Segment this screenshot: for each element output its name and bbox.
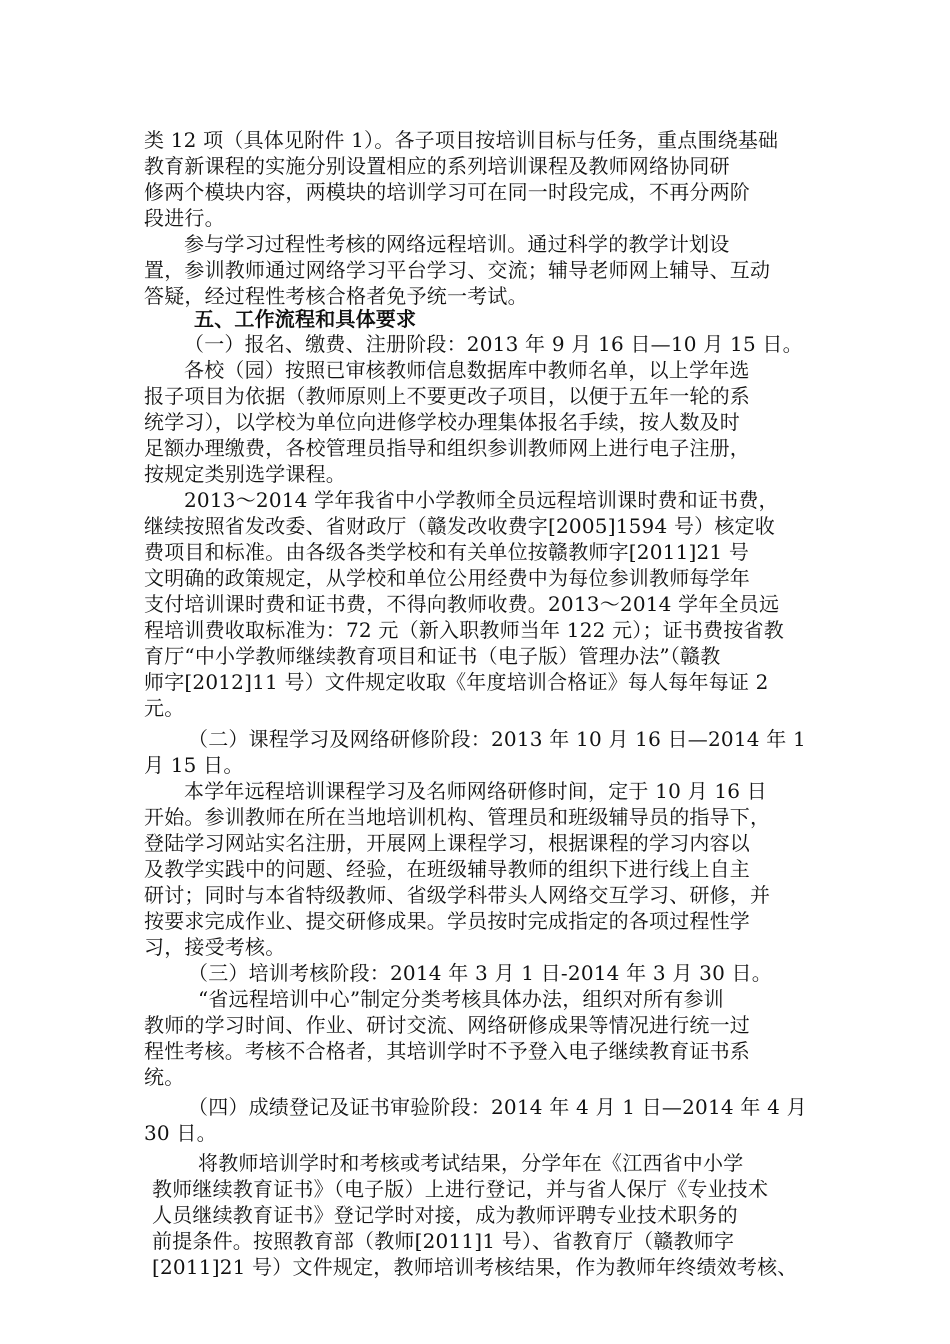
text-line: （四）成绩登记及证书审验阶段：2014 年 4 月 1 日—2014 年 4 月 — [188, 1095, 807, 1119]
text-line: 研讨；同时与本省特级教师、省级学科带头人网络交互学习、研修，并 — [144, 883, 771, 907]
text-line: 教师的学习时间、作业、研讨交流、网络研修成果等情况进行统一过 — [144, 1013, 750, 1037]
text-line: 修两个模块内容，两模块的培训学习可在同一时段完成，不再分两阶 — [144, 180, 750, 204]
text-line: 30 日。 — [144, 1121, 217, 1145]
text-line: 及教学实践中的问题、经验，在班级辅导教师的组织下进行线上自主 — [144, 857, 750, 881]
text-line: 继续按照省发改委、省财政厅（赣发改收费字[2005]1594 号）核定收 — [144, 514, 775, 538]
text-line: 统学习），以学校为单位向进修学校办理集体报名手续，按人数及时 — [144, 410, 740, 434]
text-line: “省远程培训中心”制定分类考核具体办法，组织对所有参训 — [198, 987, 724, 1011]
text-line: 程性考核。考核不合格者，其培训学时不予登入电子继续教育证书系 — [144, 1039, 750, 1063]
text-line: 类 12 项（具体见附件 1）。各子项目按培训目标与任务，重点围绕基础 — [144, 128, 779, 152]
text-line: 2013～2014 学年我省中小学教师全员远程培训课时费和证书费， — [184, 488, 779, 512]
text-line: 报子项目为依据（教师原则上不要更改子项目，以便于五年一轮的系 — [144, 384, 750, 408]
text-line: [2011]21 号）文件规定，教师培训考核结果，作为教师年终绩效考核、 — [152, 1255, 798, 1279]
text-line: 习，接受考核。 — [144, 935, 286, 959]
text-line: （三）培训考核阶段：2014 年 3 月 1 日-2014 年 3 月 30 日。 — [188, 961, 772, 985]
text-line: 程培训费收取标准为：72 元（新入职教师当年 122 元）；证书费按省教 — [144, 618, 784, 642]
text-line: （二）课程学习及网络研修阶段：2013 年 10 月 16 日—2014 年 1 — [188, 727, 806, 751]
text-line: 登陆学习网站实名注册，开展网上课程学习，根据课程的学习内容以 — [144, 831, 750, 855]
text-line: 教师继续教育证书》（电子版）上进行登记，并与省人保厅《专业技术 — [152, 1177, 769, 1201]
section-heading: 五、工作流程和具体要求 — [194, 307, 417, 331]
text-line: 元。 — [144, 696, 185, 720]
text-line: 本学年远程培训课程学习及名师网络研修时间，定于 10 月 16 日 — [184, 779, 767, 803]
text-line: （一）报名、缴费、注册阶段：2013 年 9 月 16 日—10 月 15 日。 — [184, 332, 803, 356]
text-line: 师字[2012]11 号）文件规定收取《年度培训合格证》每人每年每证 2 — [144, 670, 769, 694]
text-line: 足额办理缴费，各校管理员指导和组织参训教师网上进行电子注册， — [144, 436, 750, 460]
text-line: 文明确的政策规定，从学校和单位公用经费中为每位参训教师每学年 — [144, 566, 750, 590]
text-line: 参与学习过程性考核的网络远程培训。通过科学的教学计划设 — [184, 232, 730, 256]
text-line: 育厅“中小学教师继续教育项目和证书（电子版）管理办法”（赣教 — [144, 644, 721, 668]
text-line: 支付培训课时费和证书费，不得向教师收费。2013～2014 学年全员远 — [144, 592, 780, 616]
text-line: 各校（园）按照已审核教师信息数据库中教师名单，以上学年选 — [184, 358, 750, 382]
text-line: 置，参训教师通过网络学习平台学习、交流；辅导老师网上辅导、互动 — [144, 258, 771, 282]
text-line: 费项目和标准。由各级各类学校和有关单位按赣教师字[2011]21 号 — [144, 540, 750, 564]
text-line: 教育新课程的实施分别设置相应的系列培训课程及教师网络协同研 — [144, 154, 730, 178]
text-line: 月 15 日。 — [144, 753, 244, 777]
text-line: 将教师培训学时和考核或考试结果，分学年在《江西省中小学 — [198, 1151, 744, 1175]
text-line: 段进行。 — [144, 206, 225, 230]
text-line: 统。 — [144, 1065, 185, 1089]
text-line: 前提条件。按照教育部（教师[2011]1 号）、省教育厅（赣教师字 — [152, 1229, 735, 1253]
text-line: 开始。参训教师在所在当地培训机构、管理员和班级辅导员的指导下， — [144, 805, 771, 829]
text-line: 按规定类别选学课程。 — [144, 462, 346, 486]
text-line: 答疑，经过程性考核合格者免予统一考试。 — [144, 284, 528, 308]
text-line: 人员继续教育证书》登记学时对接，成为教师评聘专业技术职务的 — [152, 1203, 738, 1227]
text-line: 按要求完成作业、提交研修成果。学员按时完成指定的各项过程性学 — [144, 909, 750, 933]
